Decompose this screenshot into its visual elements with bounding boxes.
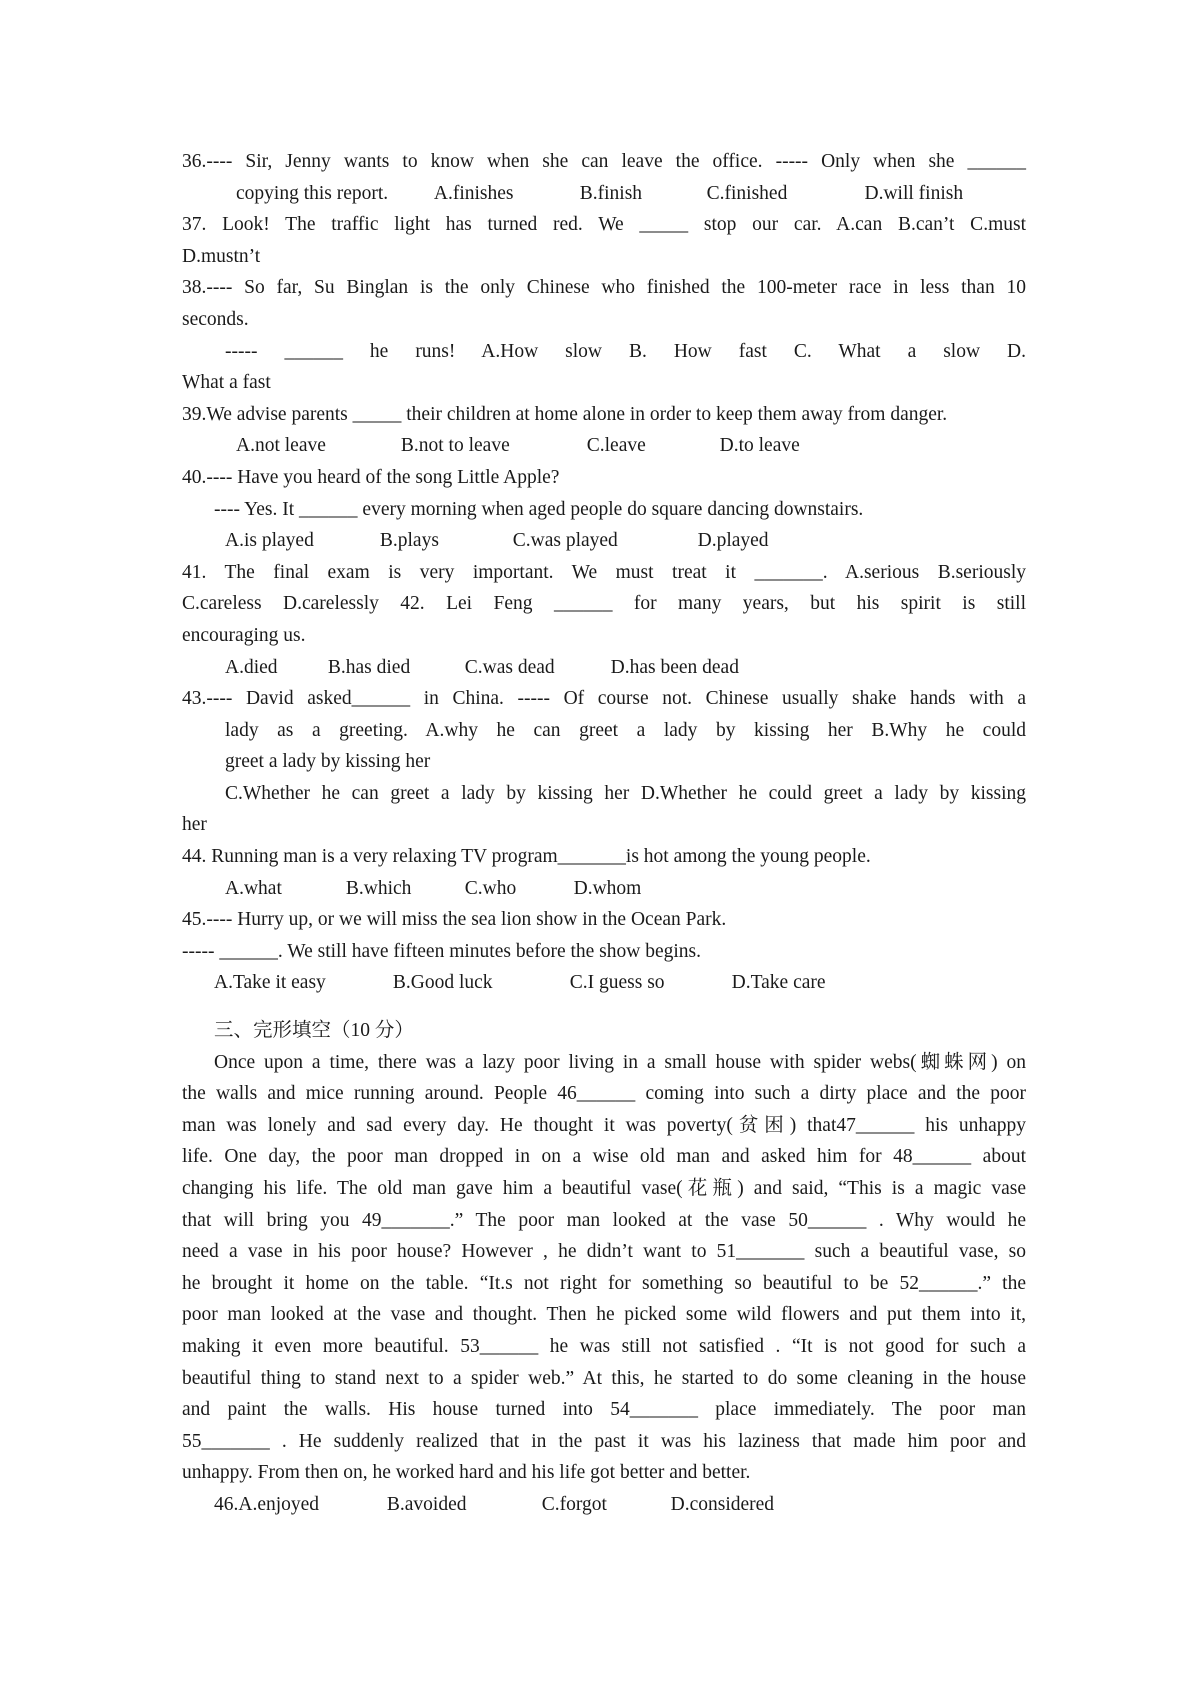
- passage-line: poor man looked at the vase and thought. Then he picked some wild flowers and put them into it,: [182, 1304, 1026, 1326]
- option-c: C.forgot: [541, 1493, 607, 1515]
- option-b: B.finish: [579, 182, 643, 204]
- question-45-options: [182, 967, 1026, 999]
- question-39-stem: 39.We advise parents _____ their children at home alone in order to keep them away from danger.: [182, 403, 948, 425]
- question-41-42-line: C.careless D.carelessly 42. Lei Feng ______ for many years, but his spirit is still: [182, 593, 1026, 615]
- option-a: A.died: [225, 656, 278, 678]
- passage-line: unhappy. From then on, he worked hard and his life got better and better.: [182, 1462, 751, 1484]
- option-d: D.played: [697, 530, 769, 552]
- passage-line: the walls and mice running around. People 46______ coming into such a dirty place and the poor: [182, 1083, 1026, 1105]
- question-43-option-b-cont: greet a lady by kissing her: [225, 751, 431, 773]
- option-a: A.not leave: [236, 435, 326, 457]
- option-d: D.Take care: [731, 972, 826, 994]
- question-45-stem: 45.---- Hurry up, or we will miss the sea lion show in the Ocean Park.: [182, 909, 727, 931]
- option-d: D.to leave: [719, 435, 800, 457]
- question-42-options: [182, 652, 1026, 684]
- option-b: B.Good luck: [392, 972, 493, 994]
- passage-line: 55_______ . He suddenly realized that in the past it was his laziness that made him poor and: [182, 1430, 1026, 1452]
- passage-line: life. One day, the poor man dropped in on a wise old man and asked him for 48______ about: [182, 1146, 1026, 1168]
- question-36-stem: 36.---- Sir, Jenny wants to know when she can leave the office. ----- Only when she ______: [182, 151, 1026, 172]
- question-36-stem-cont: copying this report.: [236, 182, 389, 204]
- option-c: C.finished: [706, 182, 788, 204]
- question-37-stem: 37. Look! The traffic light has turned red. We _____ stop our car. A.can B.can’t C.must: [182, 214, 1026, 236]
- question-44-options: [182, 873, 1026, 905]
- option-a: A.what: [225, 877, 282, 899]
- passage-line: changing his life. The old man gave him a beautiful vase(花瓶) and said, “This is a magic vase: [182, 1178, 1026, 1199]
- passage-line: Once upon a time, there was a lazy poor living in a small house with spider webs(蜘蛛网) on: [214, 1051, 1026, 1073]
- option-b: B.not to leave: [400, 435, 510, 457]
- option-d: D.has been dead: [610, 656, 739, 678]
- option-c: C.I guess so: [569, 972, 665, 994]
- question-43-options-ab: lady as a greeting. A.why he can greet a lady by kissing her B.Why he could: [225, 719, 1026, 741]
- option-c: C.was played: [512, 530, 618, 552]
- option-c: C.leave: [586, 435, 646, 457]
- question-46-options: [182, 1489, 1026, 1521]
- cloze-passage: [182, 1047, 1026, 1489]
- question-41-stem: 41. The final exam is very important. We must treat it _______. A.serious B.seriously: [182, 561, 1026, 583]
- option-d: D.will finish: [864, 182, 964, 204]
- question-36-options: [182, 178, 1026, 210]
- question-42-stem-cont: encouraging us.: [182, 624, 306, 646]
- option-d: D.considered: [670, 1493, 775, 1515]
- option-b: B.avoided: [386, 1493, 467, 1515]
- question-44-stem: 44. Running man is a very relaxing TV program_______is hot among the young people.: [182, 846, 871, 868]
- question-38-option-d: What a fast: [182, 372, 271, 394]
- question-39-options: [182, 430, 1026, 462]
- passage-line: need a vase in his poor house? However , he didn’t want to 51_______ such a beautiful vase, so: [182, 1241, 1026, 1263]
- question-40-reply: ---- Yes. It ______ every morning when aged people do square dancing downstairs.: [214, 498, 864, 520]
- exam-page: [182, 146, 1026, 1521]
- question-38-stem-cont: seconds.: [182, 308, 249, 330]
- question-38-stem: 38.---- So far, Su Binglan is the only Chinese who finished the 100-meter race in less than 10: [182, 277, 1026, 299]
- question-40-options: [182, 525, 1026, 557]
- option-b: B.has died: [327, 656, 411, 678]
- option-b: B.plays: [379, 530, 439, 552]
- passage-line: he brought it home on the table. “It.s not right for something so beautiful to be 52______.” the: [182, 1272, 1026, 1294]
- option-a: A.finishes: [433, 182, 514, 204]
- passage-line: making it even more beautiful. 53______ he was still not satisfied . “It is not good for such a: [182, 1335, 1026, 1357]
- question-40-stem: 40.---- Have you heard of the song Little Apple?: [182, 466, 560, 488]
- option-b: B.which: [345, 877, 412, 899]
- question-43-stem: 43.---- David asked______ in China. ----- Of course not. Chinese usually shake hands with a: [182, 688, 1026, 710]
- passage-line: man was lonely and sad every day. He thought it was poverty(贫困) that47______ his unhappy: [182, 1114, 1026, 1136]
- question-38-answer-line: ----- ______ he runs! A.How slow B. How fast C. What a slow D.: [225, 340, 1026, 362]
- option-c: C.was dead: [464, 656, 555, 678]
- option-c: C.who: [464, 877, 517, 899]
- section-3-heading: 三、完形填空（10 分）: [214, 1020, 414, 1042]
- passage-line: beautiful thing to stand next to a spider web.” At this, he started to do some cleaning in the house: [182, 1367, 1026, 1389]
- option-a: A.Take it easy: [214, 972, 326, 994]
- question-37-option-d: D.mustn’t: [182, 245, 261, 267]
- question-43-option-d-cont: her: [182, 814, 207, 836]
- option-a: 46.A.enjoyed: [214, 1493, 320, 1515]
- question-45-reply: ----- ______. We still have fifteen minutes before the show begins.: [182, 940, 702, 962]
- passage-line: that will bring you 49_______.” The poor man looked at the vase 50______ . Why would he: [182, 1209, 1026, 1231]
- passage-line: and paint the walls. His house turned into 54_______ place immediately. The poor man: [182, 1399, 1026, 1421]
- question-43-options-cd: C.Whether he can greet a lady by kissing her D.Whether he could greet a lady by kissing: [225, 782, 1026, 804]
- option-d: D.whom: [573, 877, 642, 899]
- option-a: A.is played: [225, 530, 314, 552]
